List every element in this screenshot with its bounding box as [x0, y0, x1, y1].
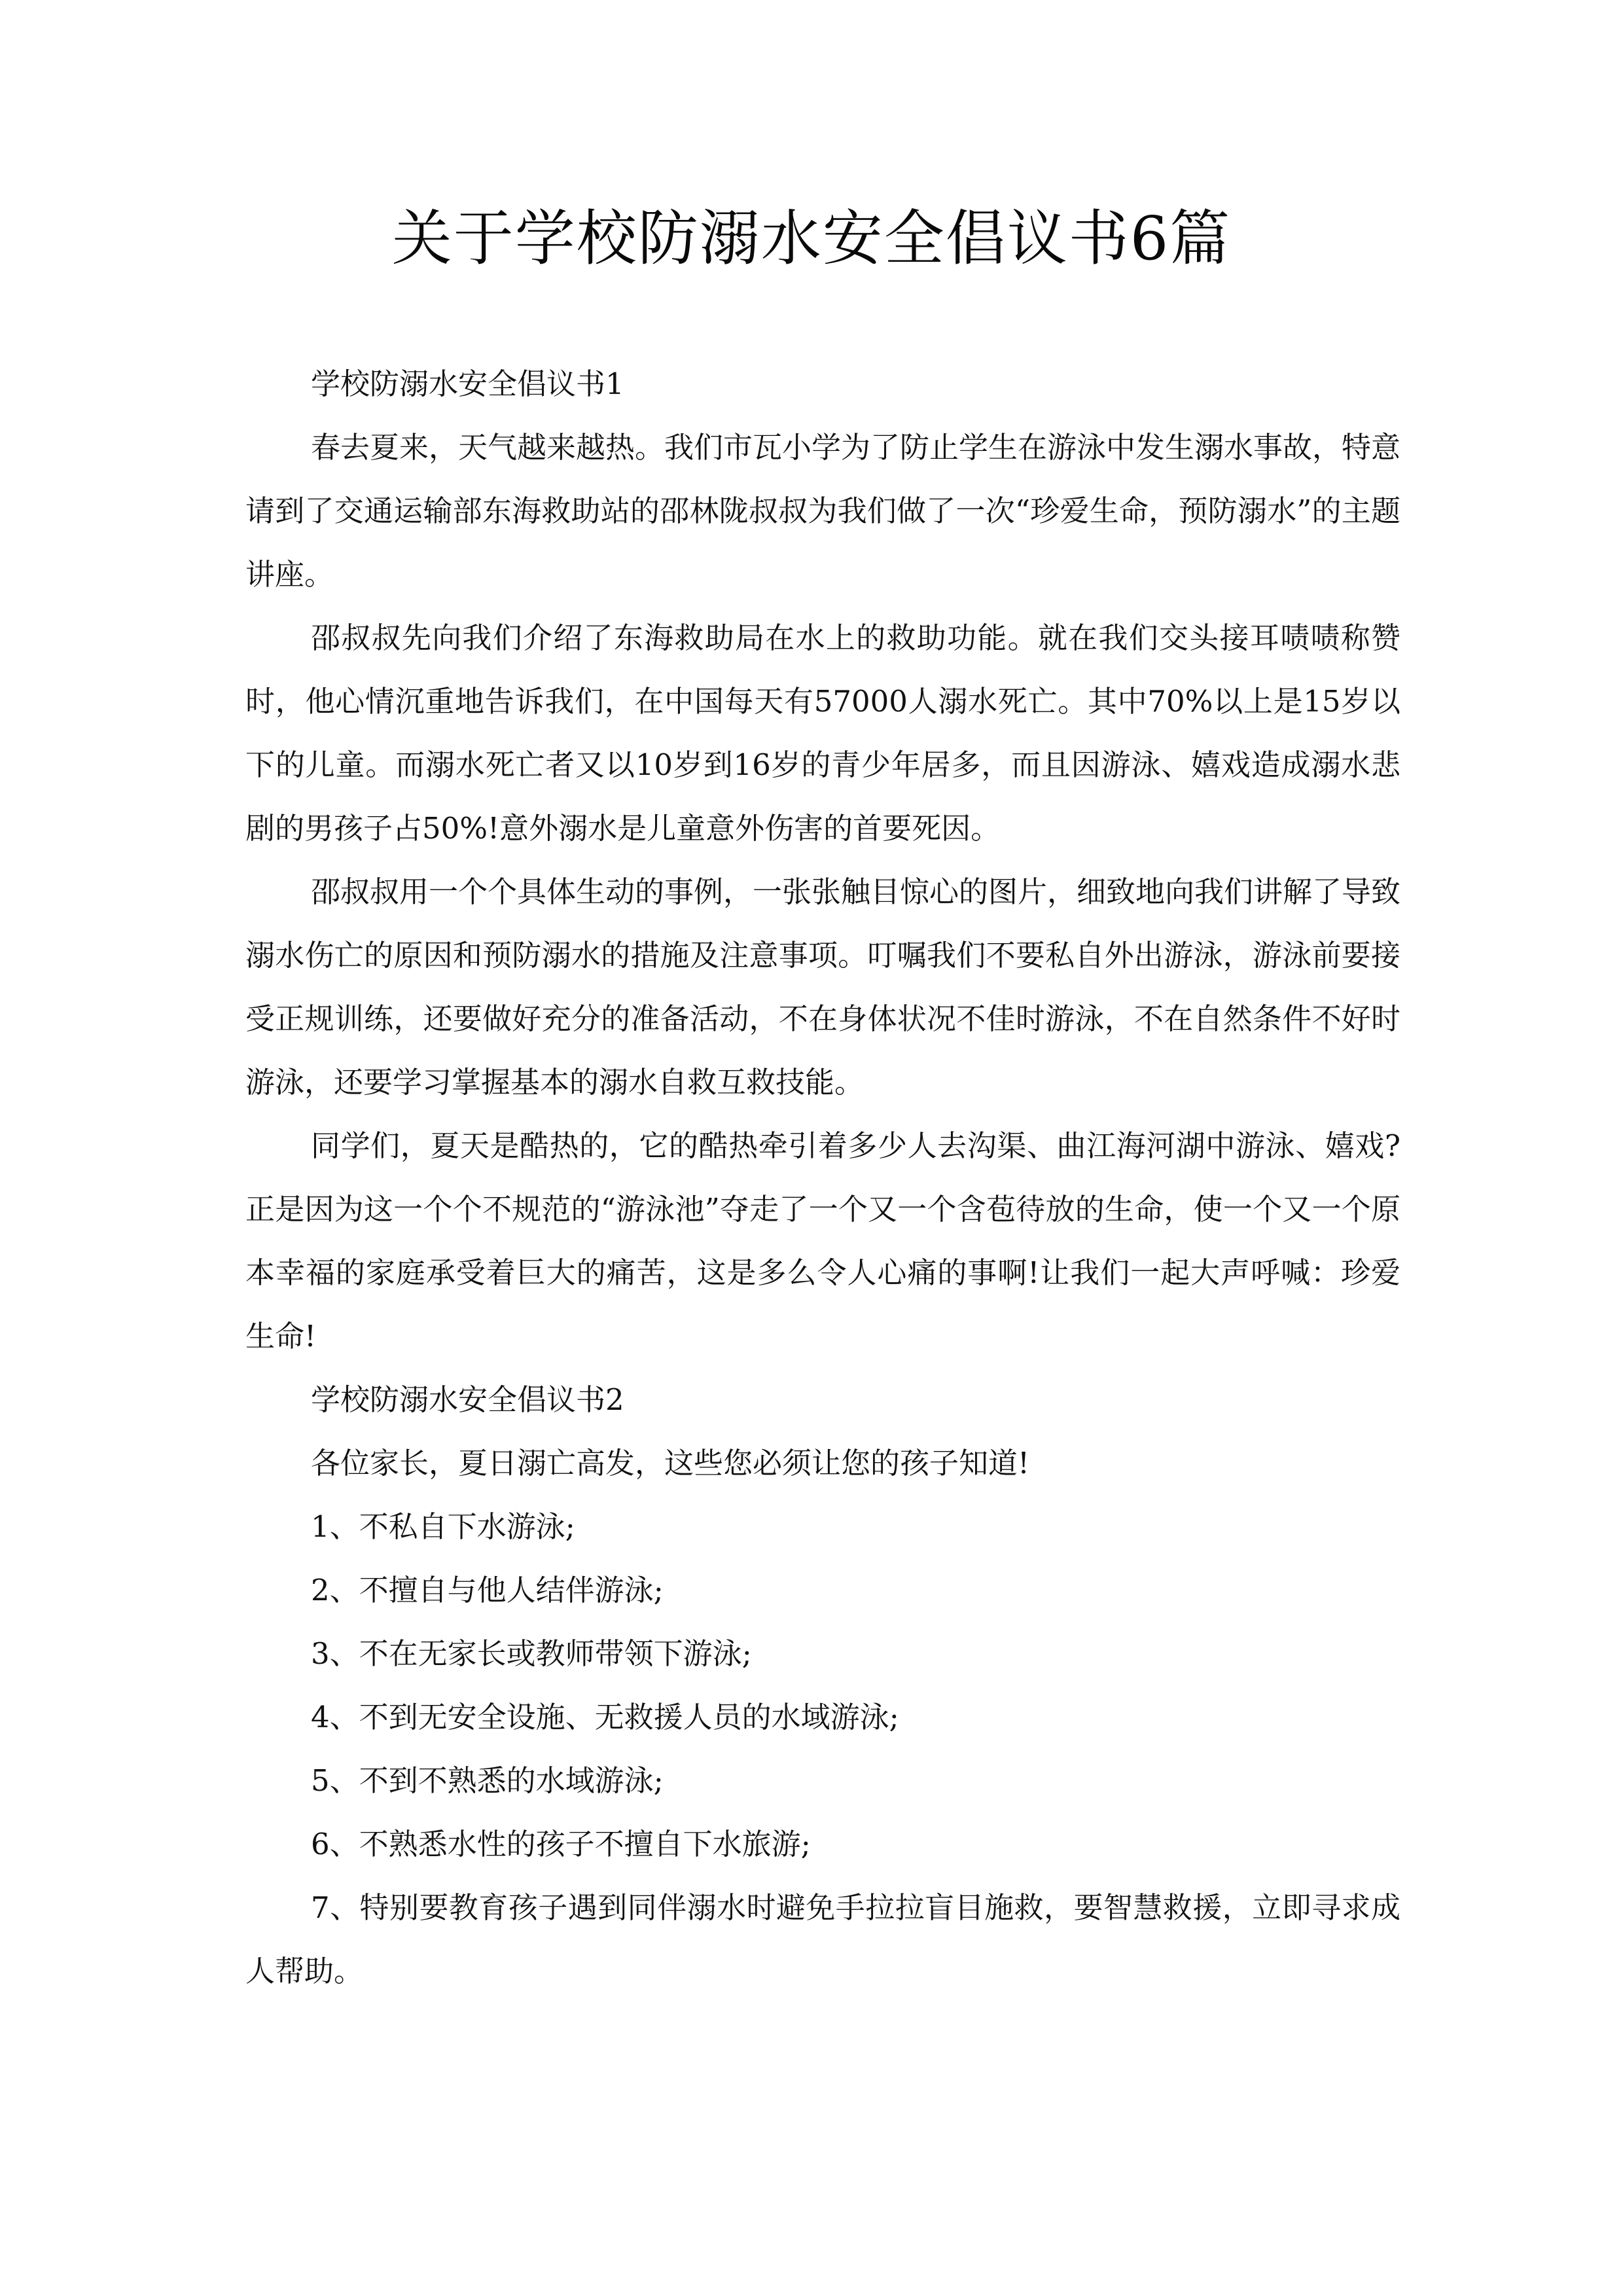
list-item: 7、特别要教育孩子遇到同伴溺水时避免手拉拉盲目施救，要智慧救援，立即寻求成人帮助。 [245, 1890, 1400, 1988]
paragraph: 邵叔叔先向我们介绍了东海救助局在水上的救助功能。就在我们交头接耳啧啧称赞时，他心情沉重地告诉我们，在中国每天有57000人溺水死亡。其中70%以上是15岁以下的儿童。而溺水死亡者又以10岁到16岁的青少年居多，而且因游泳、嬉戏造成溺水悲剧的男孩子占50%!意外溺水是儿童意外伤害的首要死因。 [245, 620, 1400, 846]
paragraph-intro: 各位家长，夏日溺亡高发，这些您必须让您的孩子知道! [311, 1446, 1030, 1480]
section-heading: 学校防溺水安全倡议书1 [311, 367, 624, 401]
section-1 [245, 352, 1400, 1368]
paragraph: 春去夏来，天气越来越热。我们市瓦小学为了防止学生在游泳中发生溺水事故，特意请到了交通运输部东海救助站的邵林陇叔叔为我们做了一次“珍爱生命，预防溺水”的主题讲座。 [245, 430, 1401, 592]
list-item: 2、不擅自与他人结伴游泳; [311, 1573, 664, 1607]
document-body [245, 352, 1400, 2003]
paragraph: 同学们，夏天是酷热的，它的酷热牵引着多少人去沟渠、曲江海河湖中游泳、嬉戏?正是因为这一个个不规范的“游泳池”夺走了一个又一个含苞待放的生命，使一个又一个原本幸福的家庭承受着巨大的痛苦，这是多么令人心痛的事啊!让我们一起大声呼喊：珍爱生命! [245, 1128, 1400, 1354]
paragraph: 邵叔叔用一个个具体生动的事例，一张张触目惊心的图片，细致地向我们讲解了导致溺水伤亡的原因和预防溺水的措施及注意事项。叮嘱我们不要私自外出游泳，游泳前要接受正规训练，还要做好充分的准备活动，不在身体状况不佳时游泳，不在自然条件不好时游泳，还要学习掌握基本的溺水自救互救技能。 [245, 874, 1401, 1100]
list-item: 5、不到不熟悉的水域游泳; [311, 1763, 664, 1798]
list-item: 3、不在无家长或教师带领下游泳; [311, 1636, 752, 1671]
list-item: 1、不私自下水游泳; [311, 1509, 575, 1544]
safety-rules-list [245, 1495, 1400, 2003]
list-item: 6、不熟悉水性的孩子不擅自下水旅游; [311, 1827, 811, 1861]
section-heading: 学校防溺水安全倡议书2 [311, 1382, 624, 1417]
document-title: 关于学校防溺水安全倡议书6篇 [391, 204, 1232, 274]
list-item: 4、不到无安全设施、无救援人员的水域游泳; [311, 1700, 899, 1734]
section-2 [245, 1368, 1400, 2003]
